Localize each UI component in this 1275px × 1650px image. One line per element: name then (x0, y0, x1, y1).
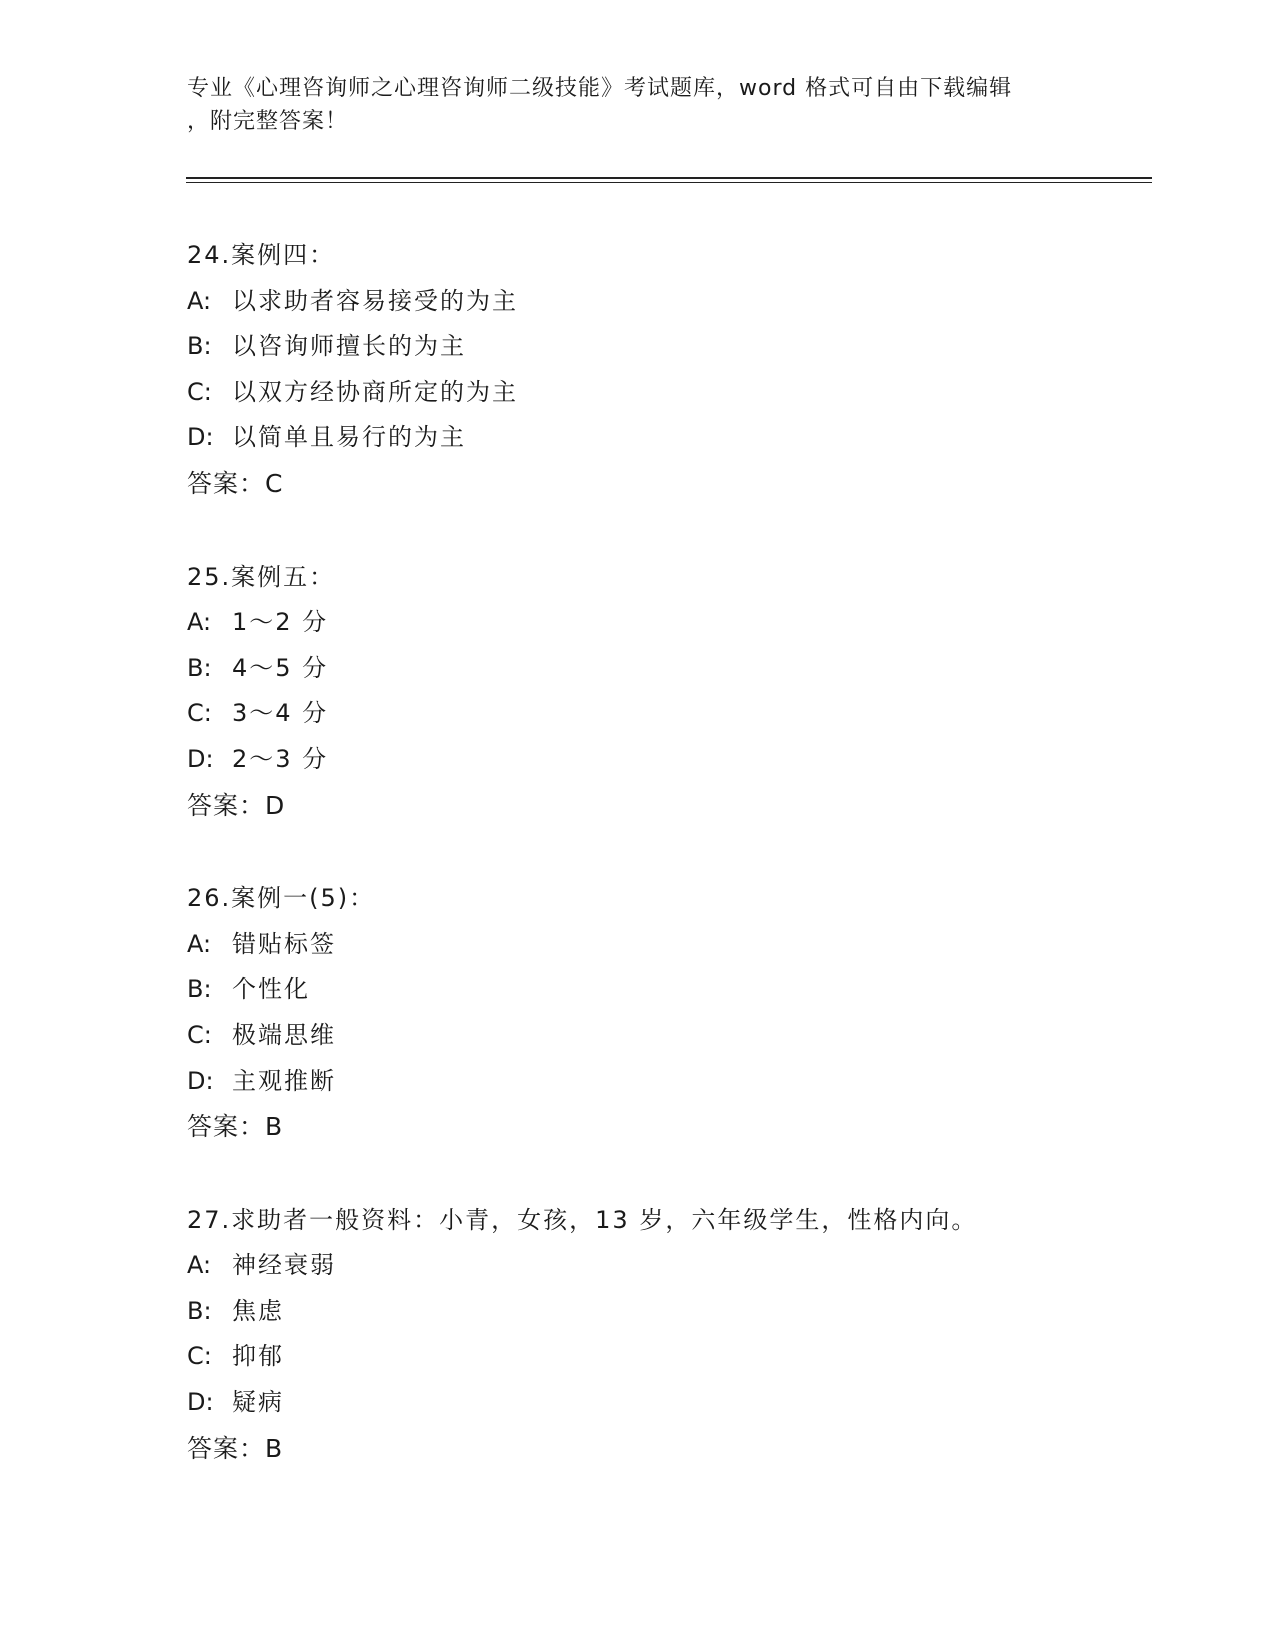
option-text: 3～4 分 (232, 699, 329, 728)
option-letter: C: (187, 1020, 212, 1049)
option-letter: B: (187, 653, 212, 682)
option-text: 以求助者容易接受的为主 (232, 286, 518, 315)
answer-line: 答案：B (187, 1112, 284, 1142)
option-b (187, 1289, 1147, 1335)
option-text: 焦虑 (232, 1296, 284, 1325)
option-letter: B: (187, 975, 212, 1004)
option-letter: B: (187, 332, 212, 361)
option-text: 主观推断 (232, 1066, 336, 1095)
answer-line: 答案：D (187, 790, 286, 820)
option-text: 以咨询师擅长的为主 (232, 332, 466, 361)
header-divider (186, 177, 1152, 183)
option-c (187, 1334, 1147, 1380)
option-a (187, 600, 1147, 646)
option-letter: C: (187, 377, 212, 406)
option-text: 4～5 分 (232, 653, 329, 682)
option-d (187, 1059, 1147, 1105)
option-text: 以双方经协商所定的为主 (232, 377, 518, 406)
question-stem: 26.案例一(5)： (187, 884, 376, 913)
option-letter: C: (187, 1342, 212, 1371)
question-24 (187, 233, 1147, 507)
header-line-1: 专业《心理咨询师之心理咨询师二级技能》考试题库，word 格式可自由下载编辑 (187, 76, 1013, 101)
option-letter: A: (187, 1251, 212, 1280)
option-c (187, 1013, 1147, 1059)
page-header (187, 72, 1087, 138)
option-text: 以简单且易行的为主 (232, 423, 466, 452)
option-a (187, 1243, 1147, 1289)
answer-line: 答案：B (187, 1433, 284, 1463)
option-a (187, 279, 1147, 325)
option-letter: A: (187, 286, 212, 315)
question-27 (187, 1198, 1147, 1472)
option-text: 个性化 (232, 975, 310, 1004)
option-letter: A: (187, 608, 212, 637)
option-text: 神经衰弱 (232, 1251, 336, 1280)
option-text: 错贴标签 (232, 929, 336, 958)
option-letter: D: (187, 1388, 214, 1417)
question-list (187, 233, 1147, 1519)
option-letter: B: (187, 1296, 212, 1325)
option-letter: A: (187, 929, 212, 958)
option-d (187, 415, 1147, 461)
question-stem: 24.案例四： (187, 241, 336, 269)
option-d (187, 1380, 1147, 1426)
option-b (187, 646, 1147, 692)
option-text: 疑病 (232, 1388, 284, 1417)
option-c (187, 370, 1147, 416)
answer-line: 答案：C (187, 468, 284, 498)
option-letter: C: (187, 699, 212, 728)
option-d (187, 737, 1147, 783)
question-26 (187, 876, 1147, 1150)
option-b (187, 967, 1147, 1013)
option-c (187, 691, 1147, 737)
option-letter: D: (187, 423, 214, 452)
option-letter: D: (187, 1066, 214, 1095)
option-text: 2～3 分 (232, 744, 329, 773)
header-line-2: ，附完整答案！ (187, 109, 349, 134)
option-text: 极端思维 (232, 1020, 336, 1049)
option-b (187, 324, 1147, 370)
question-stem: 25.案例五： (187, 562, 336, 591)
option-text: 1～2 分 (232, 608, 329, 637)
question-stem: 27.求助者一般资料：小青，女孩，13 岁，六年级学生，性格内向。 (187, 1205, 978, 1234)
option-letter: D: (187, 744, 214, 773)
option-text: 抑郁 (232, 1342, 284, 1371)
question-25 (187, 555, 1147, 829)
option-a (187, 922, 1147, 968)
